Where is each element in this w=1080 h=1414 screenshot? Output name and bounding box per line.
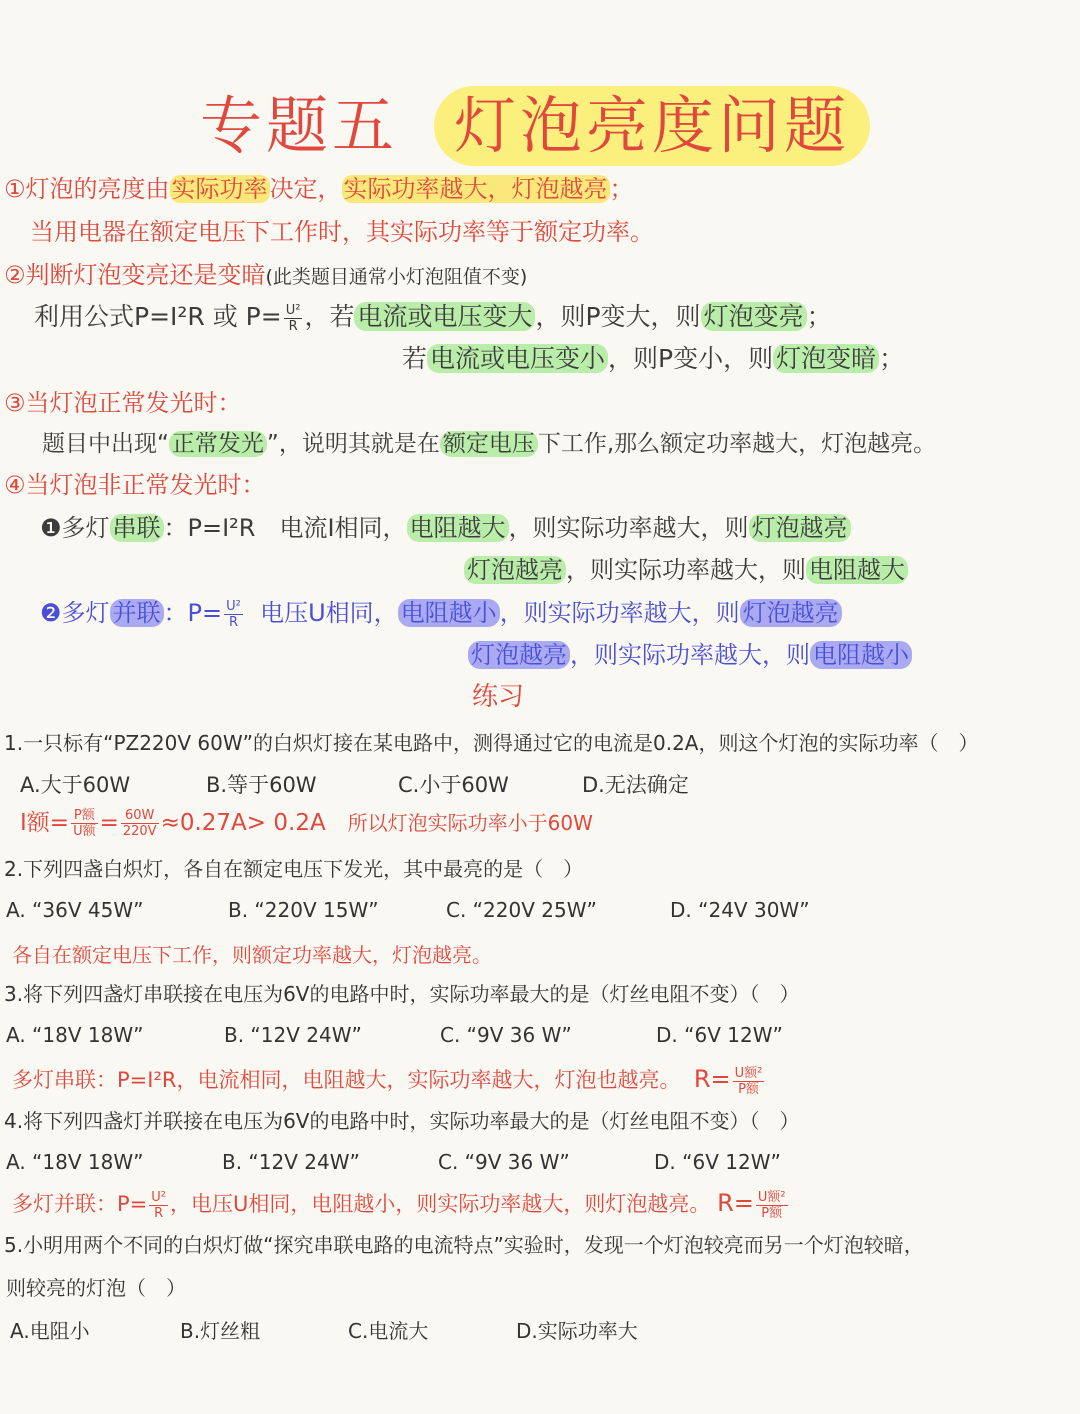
q1-option-c: C.小于60W	[398, 773, 509, 797]
q3-r-frac: $\frac{\text{U额²}}{\text{P额}}$	[734, 1065, 763, 1097]
q4-option-b: B. “12V 24W”	[222, 1150, 360, 1174]
q3-option-d: D. “6V 12W”	[656, 1023, 783, 1047]
title-part2: 灯泡亮度问题	[434, 86, 870, 166]
s2-l2-end: ；	[879, 344, 905, 373]
s4-parallel-line1	[40, 596, 842, 630]
q1-ans-rest: ≈0.27A> 0.2A	[160, 810, 326, 836]
s4-par-pre: ❷多灯	[40, 599, 110, 627]
s2-comma: ，若	[304, 302, 355, 331]
s4-series-l1-highlight-2: 灯泡越亮	[749, 514, 851, 542]
s2-l1-end: ；	[806, 302, 832, 331]
s2-l2-highlight: 电流或电压变小	[427, 344, 608, 373]
s2-note: (此类题目通常小灯泡阻值不变)	[265, 266, 528, 288]
title-part1: 专题五	[200, 89, 399, 162]
q3-text: 3.将下列四盏灯串联接在电压为6V的电路中时，实际功率最大的是（灯丝电阻不变）（ ）	[4, 982, 800, 1006]
s4-par-l1-mid: ，则实际功率越大，则	[499, 599, 740, 627]
q1-option-d: D.无法确定	[582, 773, 689, 797]
q4-r-frac: $\frac{\text{U额²}}{\text{P额}}$	[757, 1189, 786, 1221]
s4-series-l2-highlight: 灯泡越亮	[464, 556, 566, 584]
q1-answer	[20, 806, 593, 840]
s1-line1	[4, 172, 634, 206]
q2-option-d: D. “24V 30W”	[670, 898, 810, 922]
q2-answer: 各自在额定电压下工作，则额定功率越大，灯泡越亮。	[12, 943, 492, 967]
s2-l2-highlight-2: 灯泡变暗	[773, 344, 879, 373]
s2-formula: 利用公式P=I²R 或 P=	[34, 302, 282, 331]
q4-option-a: A. “18V 18W”	[6, 1150, 144, 1174]
q3-ans-text: 多灯串联：P=I²R，电流相同，电阻越大，实际功率越大，灯泡也越亮。	[12, 1068, 681, 1092]
q1-ans-frac2: $\frac{60W}{220V}$	[122, 808, 157, 839]
s2-l1-highlight: 电流或电压变大	[354, 302, 535, 331]
s4-par-highlight: 并联	[110, 599, 164, 627]
s3-pre: 题目中出现“	[42, 431, 169, 457]
s1-highlight-2: 实际功率越大，灯泡越亮	[343, 175, 608, 203]
s4-heading: ④当灯泡非正常发光时：	[4, 471, 266, 499]
q1-ans-note: 所以灯泡实际功率小于60W	[347, 811, 593, 835]
q3-option-c: C. “9V 36 W”	[440, 1023, 572, 1047]
s4-series-l1-highlight: 电阻越大	[407, 514, 509, 542]
s1-line2: 当用电器在额定电压下工作时，其实际功率等于额定功率。	[30, 218, 654, 246]
s1-highlight-1: 实际功率	[171, 175, 268, 203]
s2-l1-highlight-2: 灯泡变亮	[701, 302, 807, 331]
q3-option-b: B. “12V 24W”	[224, 1023, 362, 1047]
s3-end: 下工作,那么额定功率越大，灯泡越亮。	[537, 431, 937, 457]
s2-head: ②判断灯泡变亮还是变暗	[4, 261, 266, 289]
s2-l2-mid: ，则P变小，则	[608, 344, 774, 373]
q5-option-d: D.实际功率大	[516, 1319, 638, 1343]
q4-r-lhs: R=	[717, 1189, 754, 1217]
q2-option-c: C. “220V 25W”	[446, 898, 597, 922]
s4-series-pre: ❶多灯	[40, 514, 110, 542]
practice-heading: 练习	[472, 682, 525, 712]
s4-par-l2-highlight: 灯泡越亮	[468, 641, 570, 669]
s4-series-l1-mid: ，则实际功率越大，则	[508, 514, 749, 542]
s4-par-l1-highlight-2: 灯泡越亮	[740, 599, 842, 627]
q1-text: 1.一只标有“PZ220V 60W”的白炽灯接在某电路中，测得通过它的电流是0.2A，则这个灯泡的实际功率（ ）	[4, 731, 979, 755]
s2-l2-pre: 若	[402, 344, 428, 373]
s2-heading	[4, 258, 527, 294]
s4-par-formula: ：P=	[163, 599, 223, 627]
q1-ans-eq: =	[99, 810, 119, 836]
q4-option-d: D. “6V 12W”	[654, 1150, 781, 1174]
s3-highlight-1: 正常发光	[169, 431, 267, 457]
q3-answer	[12, 1062, 766, 1097]
s4-series-l2-mid: ，则实际功率越大，则	[566, 556, 806, 584]
q2-option-a: A. “36V 45W”	[6, 898, 144, 922]
q4-option-c: C. “9V 36 W”	[438, 1150, 570, 1174]
s2-fraction: $\frac{\text{U²}}{R}$	[285, 302, 301, 334]
s4-par-fraction: $\frac{\text{U²}}{R}$	[226, 598, 241, 630]
s1-end: ；	[609, 175, 634, 203]
s4-series-formula: ：P=I²R 电流I相同，	[163, 514, 407, 542]
q4-text: 4.将下列四盏灯并联接在电压为6V的电路中时，实际功率最大的是（灯丝电阻不变）（ ）	[4, 1109, 800, 1133]
q5-text-line1: 5.小明用两个不同的白炽灯做“探究串联电路的电流特点”实验时，发现一个灯泡较亮而另一个灯泡较暗，	[4, 1233, 924, 1257]
q5-option-c: C.电流大	[348, 1319, 429, 1343]
q5-option-b: B.灯丝粗	[180, 1319, 261, 1343]
s4-par-l2-mid: ，则实际功率越大，则	[570, 641, 810, 669]
q5-text-line2: 则较亮的灯泡（ ）	[6, 1276, 186, 1300]
s4-par-l2-highlight-2: 电阻越小	[810, 641, 912, 669]
q5-option-a: A.电阻小	[10, 1319, 90, 1343]
q1-ans-frac1: $\frac{\text{P额}}{\text{U额}}$	[73, 808, 96, 839]
q3-r-lhs: R=	[693, 1065, 731, 1093]
s3-mid: ”，说明其就是在	[266, 431, 440, 457]
q4-ans-pre: 多灯并联：P=	[12, 1192, 148, 1216]
s4-par-l1-highlight: 电阻越小	[398, 599, 500, 627]
s2-line2	[402, 342, 904, 376]
s4-series-l2-highlight-2: 电阻越大	[806, 556, 908, 584]
q3-option-a: A. “18V 18W”	[6, 1023, 144, 1047]
s4-series-line1	[40, 511, 851, 545]
q4-ans-rest: ，电压U相同，电阻越小，则实际功率越大，则灯泡越亮。	[170, 1192, 711, 1216]
s2-line1	[34, 300, 832, 334]
q1-ans-lhs: I额=	[20, 810, 70, 836]
q1-option-a: A.大于60W	[20, 773, 131, 797]
s4-series-line2	[464, 553, 908, 587]
s4-series-highlight: 串联	[110, 514, 164, 542]
q1-option-b: B.等于60W	[206, 773, 317, 797]
s3-line	[42, 427, 936, 461]
s2-l1-mid: ，则P变大，则	[535, 302, 701, 331]
s3-heading: ③当灯泡正常发光时：	[4, 389, 242, 417]
s4-par-rest: 电压U相同，	[260, 599, 398, 627]
q2-option-b: B. “220V 15W”	[228, 898, 379, 922]
s4-parallel-line2	[468, 638, 912, 672]
page-title	[200, 86, 870, 166]
q2-text: 2.下列四盏白炽灯，各自在额定电压下发光，其中最亮的是（ ）	[4, 857, 584, 881]
s1-prefix: ①灯泡的亮度由	[4, 175, 170, 203]
q4-ans-frac: $\frac{\text{U²}}{R}$	[151, 1189, 166, 1221]
q4-answer	[12, 1186, 790, 1221]
s3-highlight-2: 额定电压	[440, 431, 538, 457]
s1-mid: 决定，	[269, 175, 342, 203]
